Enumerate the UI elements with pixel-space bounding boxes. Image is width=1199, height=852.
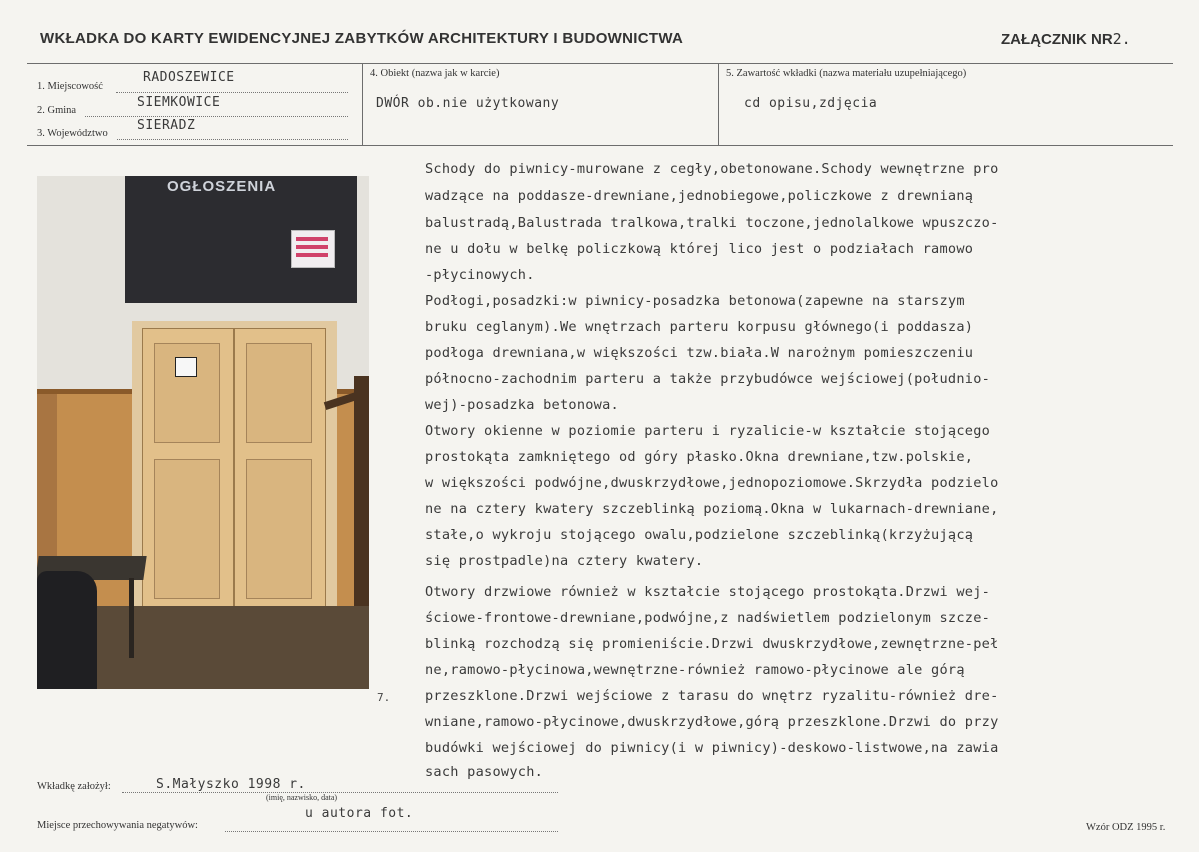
description-line: się prostpadle)na cztery kwatery. bbox=[425, 553, 704, 569]
wojewodztwo-value: SIERADZ bbox=[137, 118, 196, 133]
attachment-label: ZAŁĄCZNIK NR bbox=[1001, 31, 1113, 48]
miejscowosc-label: 1. Miejscowość bbox=[37, 81, 103, 92]
description-line: wej)-posadzka betonowa. bbox=[425, 397, 619, 413]
header-divider-1 bbox=[362, 63, 363, 146]
notice-board-text: OGŁOSZENIA bbox=[167, 178, 277, 195]
description-line: ściowe-frontowe-drewniane,podwójne,z nadświetlem podzielonym szcze- bbox=[425, 610, 991, 626]
form-title: WKŁADKA DO KARTY EWIDENCYJNEJ ZABYTKÓW ARCHITEKTURY I BUDOWNICTWA bbox=[40, 30, 684, 47]
description-line: stałe,o wykroju stojącego owalu,podzielone szczeblinką(krzyżującą bbox=[425, 527, 974, 543]
description-line: Otwory okienne w poziomie parteru i ryzalicie-w kształcie stojącego bbox=[425, 423, 991, 439]
wojewodztwo-label: 3. Województwo bbox=[37, 128, 108, 139]
staircase-post bbox=[354, 376, 369, 616]
founder-label: Wkładkę założył: bbox=[37, 781, 111, 792]
door-right-leaf bbox=[234, 328, 326, 613]
description-line: budówki wejściowej do piwnicy(i w piwnicy)-deskowo-listwowe,na zawia bbox=[425, 740, 999, 756]
miejscowosc-value: RADOSZEWICE bbox=[143, 70, 235, 85]
interior-door-photo bbox=[37, 176, 369, 689]
description-line: sach pasowych. bbox=[425, 764, 544, 780]
description-line: ne na cztery kwatery szczeblinką poziomą.Okna w lukarnach-drewniane, bbox=[425, 501, 999, 517]
zawartosc-label: 5. Zawartość wkładki (nazwa materiału uzupełniającego) bbox=[726, 68, 967, 79]
description-line: blinką rozchodzą się promieniście.Drzwi dwuskrzydłowe,zewnętrzne-peł bbox=[425, 636, 999, 652]
negatives-dotted-line bbox=[225, 830, 558, 832]
description-line: w większości podwójne,dwuskrzydłowe,jednopoziomowe.Skrzydła podzielo bbox=[425, 475, 999, 491]
description-line: Schody do piwnicy-murowane z cegły,obetonowane.Schody wewnętrzne pro bbox=[425, 161, 999, 177]
photo-number: 7. bbox=[377, 691, 391, 704]
description-line: ne u dołu w belkę policzkową której lico jest o podziałach ramowo bbox=[425, 241, 974, 257]
obiekt-label: 4. Obiekt (nazwa jak w karcie) bbox=[370, 68, 500, 79]
notice-sheet bbox=[291, 230, 335, 268]
header-bottom-rule bbox=[27, 145, 1173, 146]
miejscowosc-dotted-line bbox=[116, 91, 348, 93]
description-line: wadzące na poddasze-drewniane,jednobiegowe,policzkowe z drewnianą bbox=[425, 188, 974, 204]
description-line: Podłogi,posadzki:w piwnicy-posadzka betonowa(zapewne na starszym bbox=[425, 293, 965, 309]
header-divider-2 bbox=[718, 63, 719, 146]
description-line: przeszklone.Drzwi wejściowe z tarasu do wnętrz ryzalitu-również dre- bbox=[425, 688, 999, 704]
obiekt-value: DWÓR ob.nie użytkowany bbox=[376, 96, 560, 111]
gmina-dotted-line bbox=[85, 115, 348, 117]
gmina-label: 2. Gmina bbox=[37, 105, 77, 116]
dark-bag bbox=[37, 571, 97, 689]
attachment-number-label bbox=[1001, 30, 1131, 48]
description-line: ne,ramowo-płycinowa,wewnętrzne-również ramowo-płycinowe ale górą bbox=[425, 662, 965, 678]
description-line: północno-zachodnim parteru a także przybudówce wejściowej(południo- bbox=[425, 371, 991, 387]
description-line: podłoga drewniana,w większości tzw.biała.W narożnym pomieszczeniu bbox=[425, 345, 974, 361]
negatives-value: u autora fot. bbox=[305, 806, 414, 821]
founder-hint: (imię, nazwisko, data) bbox=[266, 793, 338, 802]
description-line: bruku ceglanym).We wnętrzach parteru korpusu głównego(i poddasza) bbox=[425, 319, 974, 335]
wojewodztwo-dotted-line bbox=[117, 138, 348, 140]
door-sign bbox=[175, 357, 197, 377]
description-line: balustradą,Balustrada tralkowa,tralki toczone,jednolalkowe wpuszczo- bbox=[425, 215, 999, 231]
description-line: -płycinowych. bbox=[425, 267, 535, 283]
founder-value: S.Małyszko 1998 r. bbox=[156, 777, 306, 792]
description-line: prostokąta zamkniętego od góry płasko.Okna drewniane,tzw.polskie, bbox=[425, 449, 974, 465]
negatives-label: Miejsce przechowywania negatywów: bbox=[37, 820, 198, 831]
attachment-number: 2. bbox=[1112, 30, 1131, 48]
zawartosc-value: cd opisu,zdjęcia bbox=[744, 96, 878, 111]
header-top-rule bbox=[27, 63, 1173, 64]
gmina-value: SIEMKOWICE bbox=[137, 95, 221, 110]
description-line: Otwory drzwiowe również w kształcie stojącego prostokąta.Drzwi wej- bbox=[425, 584, 991, 600]
form-template-note: Wzór ODZ 1995 r. bbox=[1086, 822, 1166, 833]
description-line: wniane,ramowo-płycinowe,dwuskrzydłowe,górą przeszklone.Drzwi do przy bbox=[425, 714, 999, 730]
